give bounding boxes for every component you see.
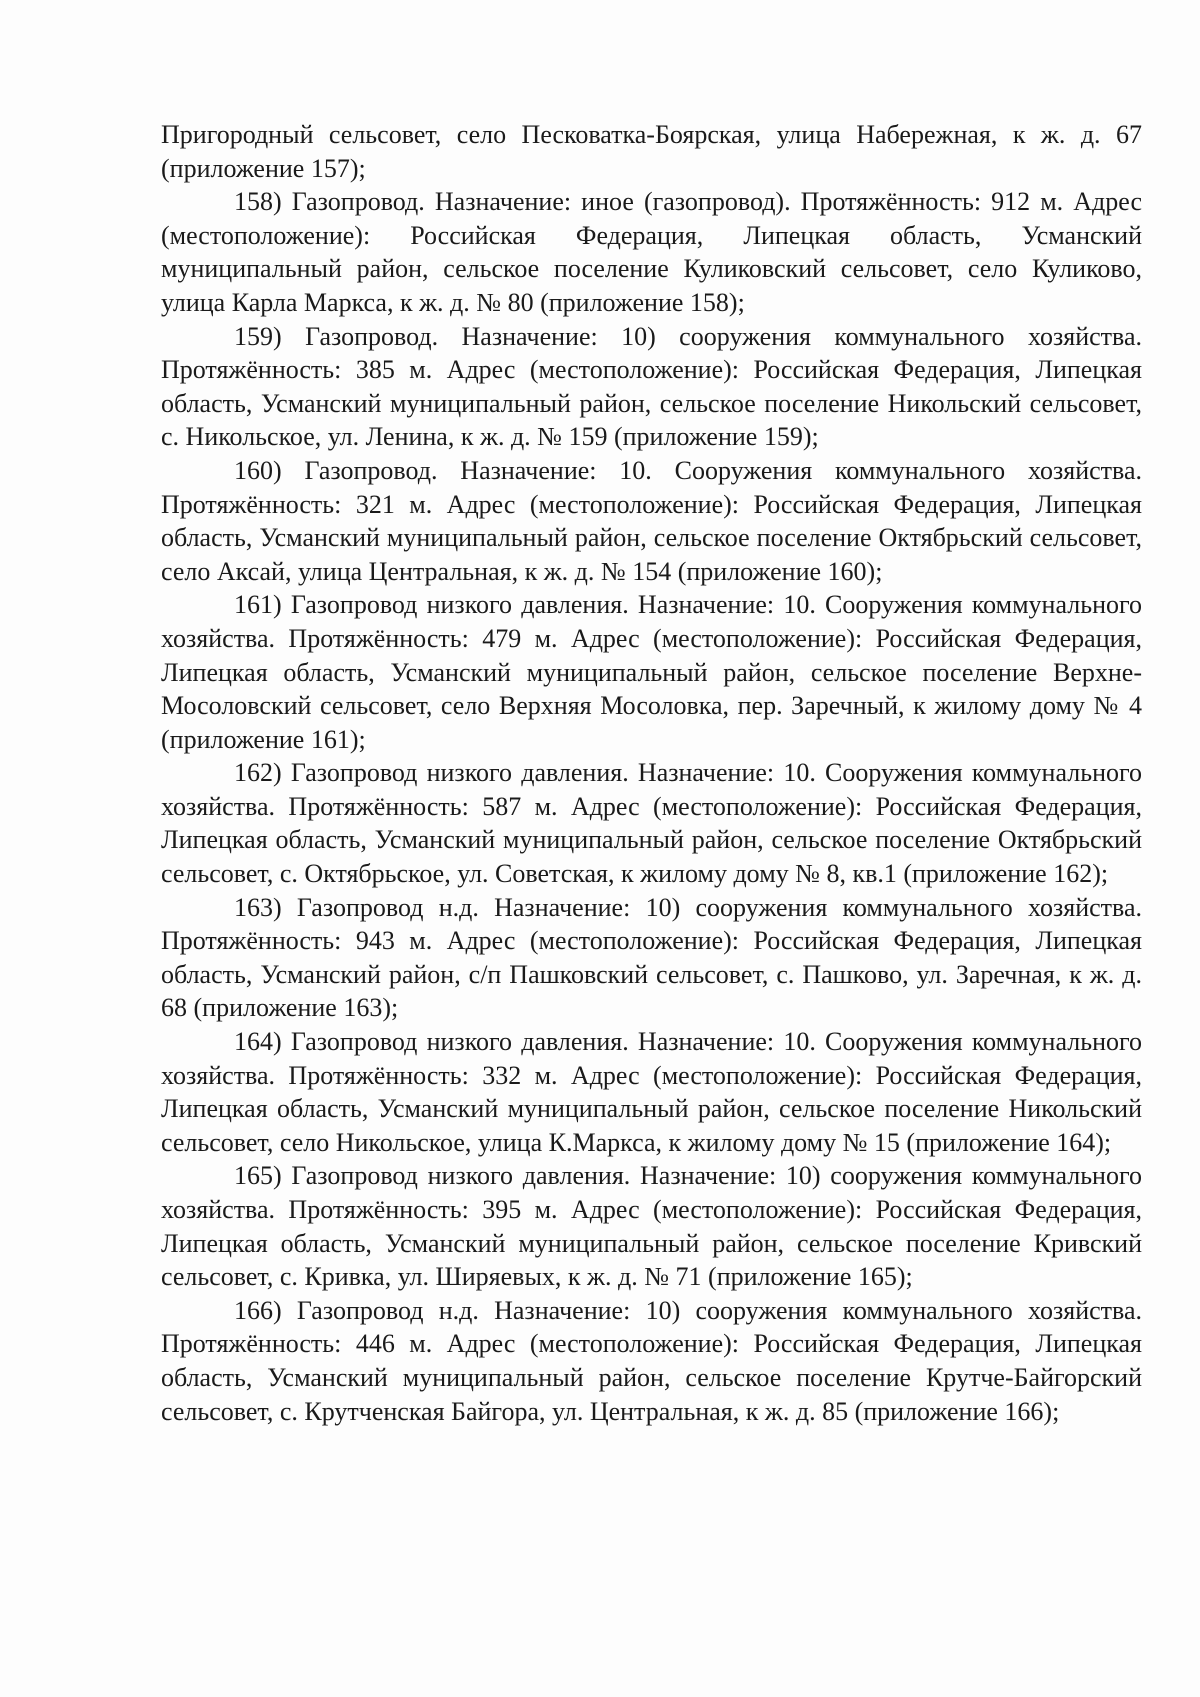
paragraph-item-161: 161) Газопровод низкого давления. Назначение: 10. Сооружения коммунального хозяйства. Протяжённость: 479 м. Адрес (местоположение): Российская Федерация, Липецкая область, Усманский муниципальный район, сельское поселение Верхне-Мосоловский сельсовет, село Верхняя Мосоловка, пер. Заречный, к жилому дому № 4 (приложение 161); xyxy=(161,590,1142,754)
paragraph-item-164: 164) Газопровод низкого давления. Назначение: 10. Сооружения коммунального хозяйства. Протяжённость: 332 м. Адрес (местоположение): Российская Федерация, Липецкая область, Усманский муниципальный район, сельское поселение Никольский сельсовет, село Никольское, улица К.Маркса, к жилому дому № 15 (приложение 164); xyxy=(161,1027,1142,1157)
paragraph-item-166: 166) Газопровод н.д. Назначение: 10) сооружения коммунального хозяйства. Протяжённость: 446 м. Адрес (местоположение): Российская Федерация, Липецкая область, Усманский муниципальный район, сельское поселение Крутче-Байгорский сельсовет, с. Крутченская Байгора, ул. Центральная, к ж. д. 85 (приложение 166); xyxy=(161,1295,1142,1426)
paragraph-item-160: 160) Газопровод. Назначение: 10. Сооружения коммунального хозяйства. Протяжённость: 321 м. Адрес (местоположение): Российская Федерация, Липецкая область, Усманский муниципальный район, сельское поселение Октябрьский сельсовет, село Аксай, улица Центральная, к ж. д. № 154 (приложение 160); xyxy=(161,455,1142,586)
paragraph-item-165: 165) Газопровод низкого давления. Назначение: 10) сооружения коммунального хозяйства. Протяжённость: 395 м. Адрес (местоположение): Российская Федерация, Липецкая область, Усманский муниципальный район, сельское поселение Кривский сельсовет, с. Кривка, ул. Ширяевых, к ж. д. № 71 (приложение 165); xyxy=(161,1161,1142,1292)
paragraph-item-163: 163) Газопровод н.д. Назначение: 10) сооружения коммунального хозяйства. Протяжённость: 943 м. Адрес (местоположение): Российская Федерация, Липецкая область, Усманский район, с/п Пашковский сельсовет, с. Пашково, ул. Заречная, к ж. д. 68 (приложение 163); xyxy=(161,892,1142,1023)
paragraph-continuation-157: Пригородный сельсовет, село Песковатка-Боярская, улица Набережная, к ж. д. 67 (приложение 157); xyxy=(161,120,1142,183)
document-body xyxy=(161,118,1142,1428)
paragraph-item-162: 162) Газопровод низкого давления. Назначение: 10. Сооружения коммунального хозяйства. Протяжённость: 587 м. Адрес (местоположение): Российская Федерация, Липецкая область, Усманский муниципальный район, сельское поселение Октябрьский сельсовет, с. Октябрьское, ул. Советская, к жилому дому № 8, кв.1 (приложение 162); xyxy=(161,758,1142,889)
paragraph-item-159: 159) Газопровод. Назначение: 10) сооружения коммунального хозяйства. Протяжённость: 385 м. Адрес (местоположение): Российская Федерация, Липецкая область, Усманский муниципальный район, сельское поселение Никольский сельсовет, с. Никольское, ул. Ленина, к ж. д. № 159 (приложение 159); xyxy=(161,321,1142,452)
paragraph-item-158: 158) Газопровод. Назначение: иное (газопровод). Протяжённость: 912 м. Адрес (местоположение): Российская Федерация, Липецкая область, Усманский муниципальный район, сельское поселение Куликовский сельсовет, село Куликово, улица Карла Маркса, к ж. д. № 80 (приложение 158); xyxy=(161,187,1142,317)
